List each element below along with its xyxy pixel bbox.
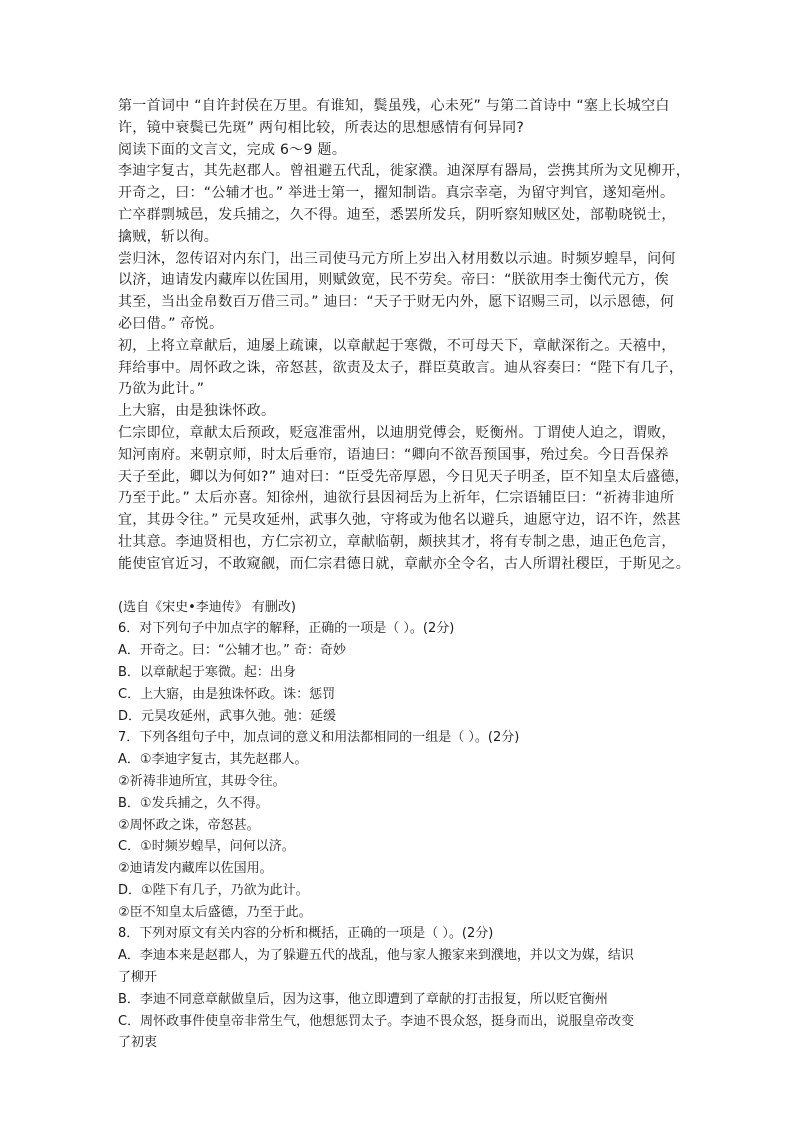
question-7-option-d-1: D．①陛下有几子，乃欲为此计。 (118, 882, 309, 898)
passage-line: 以济，迪请发内藏库以佐国用，则赋敛宽，民不劳矣。帝曰：“朕欲用李士衡代元方，俟 (118, 272, 669, 289)
passage-line: 初，上将立章献后，迪屡上疏谏，以章献起于寒微，不可母天下，章献深衔之。天禧中， (118, 337, 676, 354)
passage-line: 亡卒群剽城邑，发兵捕之，久不得。迪至，悉罢所发兵，阴听察知贼区处，部勒晓锐士， (118, 206, 676, 223)
passage-line: 壮其意。李迪贤相也，方仁宗初立，章献临朝，颇挟其才，将有专制之患，迪正色危言， (118, 533, 676, 550)
passage-line: 仁宗即位，章献太后预政，贬寇准雷州，以迪朋党傅会，贬衡州。丁谓使人迫之，谓败， (118, 424, 676, 441)
question-7-option-b-1: B．①发兵捕之，久不得。 (118, 795, 269, 811)
passage-line: 知河南府。来朝京师，时太后垂帘，语迪曰：“卿向不欲吾预国事，殆过矣。今日吾保养 (118, 446, 669, 463)
question-7-option-a-1: A．①李迪字复古，其先赵郡人。 (118, 752, 308, 768)
question-7-option-c-2: ②迪请发内藏库以佐国用。 (118, 861, 273, 877)
intro-section (118, 96, 678, 161)
question-8-option-c-cont: 了初衷 (118, 1035, 158, 1051)
question-6-option-a: A．开奇之。曰：“公辅才也。” 奇：奇妙 (118, 643, 346, 659)
question-6-option-b: B．以章献起于寒微。起：出身 (118, 664, 296, 680)
text-line: 许，镜中衰鬓已先斑” 两句相比较，所表达的思想感情有何异同? (118, 119, 525, 136)
text-line: 第一首词中 “自许封侯在万里。有谁知，鬓虽残，心未死” 与第二首诗中 “塞上长城空白 (118, 98, 670, 114)
question-8-stem: 8．下列对原文有关内容的分析和概括，正确的一项是（ ）。(2分) (118, 926, 494, 942)
question-7-option-d-2: ②臣不知皇太后盛德，乃至于此。 (118, 904, 312, 920)
question-6-stem: 6．对下列句子中加点字的解释，正确的一项是（ ）。(2分) (118, 621, 455, 637)
text-line: 阅读下面的文言文，完成 6～9 题。 (118, 141, 347, 158)
question-8-option-a-cont: 了柳开 (118, 970, 158, 986)
passage-line: 开奇之，曰：“公辅才也。” 举进士第一，擢知制诰。真宗幸亳，为留守判官，遂知亳州。 (118, 185, 675, 202)
document-page (118, 96, 690, 1054)
question-6-option-d: D．元昊攻延州，武事久弛。弛：延缓 (118, 708, 337, 724)
passage-line: 上大寤，由是独诛怀政。 (118, 403, 276, 420)
question-6-option-c: C．上大寤，由是独诛怀政。诛：惩罚 (118, 686, 336, 702)
passage-line: 尝归沐，忽传诏对内东门，出三司使马元方所上岁出入材用数以示迪。时频岁蝗旱，问何 (118, 250, 676, 267)
passage-line: 宜，其毋令往。” 元昊攻延州，武事久弛，守将或为他名以避兵，迪愿守边，诏不许，然甚 (118, 512, 682, 529)
spacer (118, 576, 678, 597)
passage-line: 乃欲为此计。” (118, 381, 205, 398)
passage-line: 拜给事中。周怀政之诛，帝怒甚，欲责及太子，群臣莫敢言。迪从容奏曰：“陛下有几子， (118, 359, 684, 376)
questions-section (118, 597, 678, 1055)
question-8-option-a: A．李迪本来是赵郡人，为了躲避五代的战乱，他与家人搬家来到濮地，并以文为媒，结识 (118, 948, 634, 964)
question-7-option-a-2: ②祈祷非迪所宜，其毋令往。 (118, 773, 286, 789)
passage (118, 161, 690, 575)
passage-line: 擒贼，斩以徇。 (118, 228, 219, 245)
passage-line: 李迪字复古，其先赵郡人。曾祖避五代乱，徙家濮。迪深厚有器局，尝携其所为文见柳开， (118, 163, 690, 180)
passage-line: 能使宦官近习，不敢窥觎，而仁宗君德日就，章献亦全令名，古人所谓社稷臣，于斯见之。 (118, 555, 690, 572)
question-7-option-c-1: C．①时频岁蝗旱，问何以济。 (118, 839, 295, 855)
question-7-option-b-2: ②周怀政之诛，帝怒甚。 (118, 817, 260, 833)
passage-line: 必曰借。” 帝悦。 (118, 315, 224, 332)
passage-line: 其至，当出金帛数百万借三司。” 迪曰：“天子于财无内外，愿下诏赐三司，以示恩德，何 (118, 294, 675, 311)
passage-line: 乃至于此。” 太后亦喜。知徐州，迪欲行县因祠岳为上祈年，仁宗语辅臣曰：“祈祷非迪所 (118, 490, 675, 507)
passage-line: 天子至此，卿以为何如?” 迪对曰：“臣受先帝厚恩，今日见天子明圣，臣不知皇太后盛德， (118, 468, 689, 485)
source-note: (选自《宋史•李迪传》 有删改) (118, 599, 296, 615)
question-8-option-c: C．周怀政事件使皇帝非常生气，他想惩罚太子。李迪不畏众怒，挺身而出，说服皇帝改变 (118, 1013, 635, 1029)
question-7-stem: 7．下列各组句子中，加点词的意义和用法都相同的一组是（ ）。(2分) (118, 730, 520, 746)
question-8-option-b: B．李迪不同意章献做皇后，因为这事，他立即遭到了章献的打击报复，所以贬官衡州 (118, 991, 608, 1007)
